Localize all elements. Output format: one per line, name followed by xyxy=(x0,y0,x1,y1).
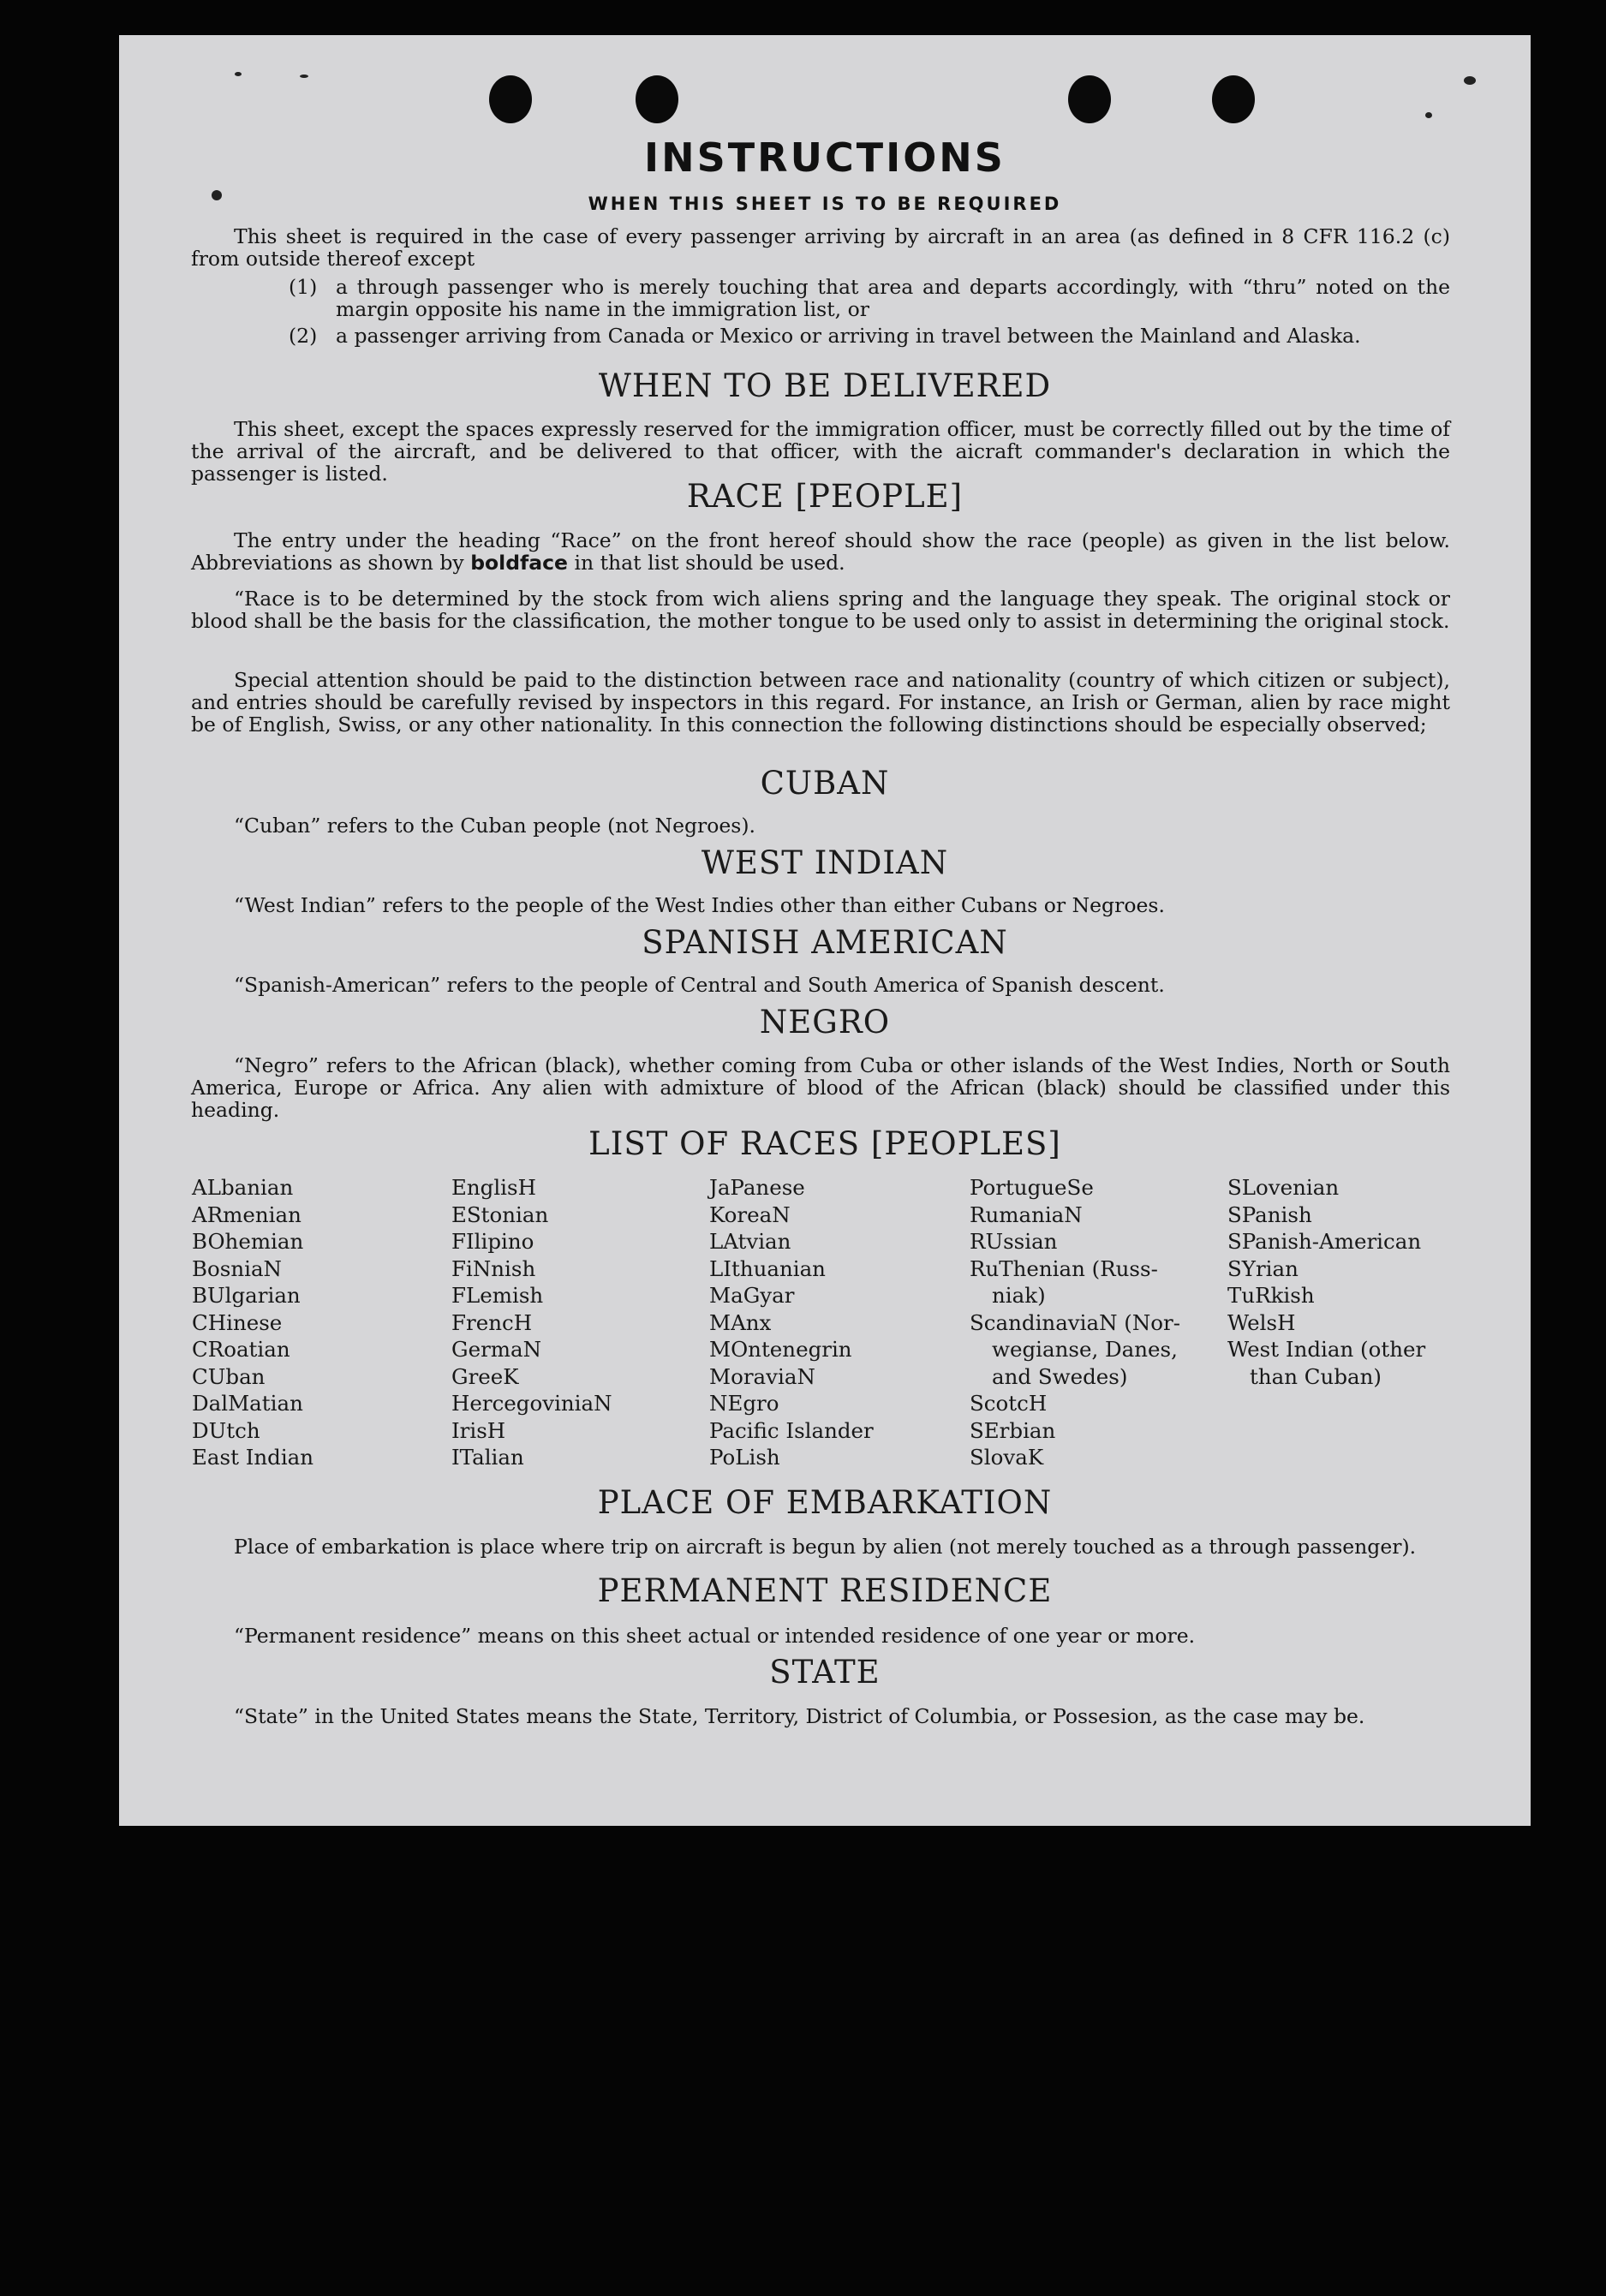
races-column-3 xyxy=(709,1174,874,1471)
race-paragraph-2: “Race is to be determined by the stock from wich aliens spring and the language they speak. The original stock or blood shall be the basis for the classification, the mother tongue to be used only to assist in determining the original stock. xyxy=(191,587,1450,633)
race-entry: HercegoviniaN xyxy=(451,1391,612,1416)
race-entry: SPanish xyxy=(1227,1202,1312,1227)
race-entry: KoreaN xyxy=(709,1202,791,1227)
race-entry: GreeK xyxy=(451,1363,519,1389)
item-text: a through passenger who is merely touching that area and departs accordingly, with “thru” noted on the margin opposite his name in the immigration list, or xyxy=(336,275,1450,321)
scan-speck xyxy=(300,75,308,78)
cuban-text: “Cuban” refers to the Cuban people (not Negroes). xyxy=(234,814,756,838)
list-of-races-heading: LIST OF RACES [PEOPLES] xyxy=(588,1125,1061,1162)
scan-speck xyxy=(1425,112,1432,118)
race-entry: DUtch xyxy=(192,1417,260,1443)
races-column-2 xyxy=(451,1174,612,1471)
race-entry: GermaN xyxy=(451,1337,542,1362)
race-entry: MOntenegrin xyxy=(709,1337,852,1362)
race-entry: SYrian xyxy=(1227,1255,1299,1281)
race-entry: SPanish-American xyxy=(1227,1229,1422,1254)
punch-hole xyxy=(489,75,532,123)
race-entry: FiNnish xyxy=(451,1255,536,1281)
race-p1-before: The entry under the heading “Race” on the front hereof should show the race (people) as given in the list below. Abbreviations as shown by xyxy=(191,528,1450,575)
punch-hole xyxy=(636,75,678,123)
race-entry: RuThenian (Russ- xyxy=(970,1255,1158,1281)
race-entry: and Swedes) xyxy=(992,1363,1128,1389)
state-text: “State” in the United States means the State, Territory, District of Columbia, or Possesion, as the case may be. xyxy=(234,1704,1365,1728)
item-number: (1) xyxy=(289,275,318,299)
race-paragraph-3: Special attention should be paid to the distinction between race and nationality (country of which citizen or subject), and entries should be carefully revised by inspectors in this regard. For instance, an Irish or German, alien by race might be of English, Swiss, or any other nationality. In this connection the following distinctions should be especially observed; xyxy=(191,668,1450,737)
when-delivered-text: This sheet, except the spaces expressly reserved for the immigration officer, must be correctly filled out by the time of the arrival of the aircraft, and be delivered to that officer, with the aicraft commander's declaration in which the passenger is listed. xyxy=(191,417,1450,486)
west-indian-text: “West Indian” refers to the people of the West Indies other than either Cubans or Negroes. xyxy=(234,893,1165,917)
exception-item xyxy=(289,276,1450,320)
race-entry: PoLish xyxy=(709,1445,780,1470)
race-entry: BUlgarian xyxy=(192,1283,301,1308)
race-entry: ITalian xyxy=(451,1445,524,1470)
race-entry: CUban xyxy=(192,1363,266,1389)
race-entry: RUssian xyxy=(970,1229,1058,1254)
race-entry: SLovenian xyxy=(1227,1175,1340,1200)
race-entry: wegianse, Danes, xyxy=(992,1337,1178,1362)
exception-item xyxy=(289,325,1450,347)
race-entry: Pacific Islander xyxy=(709,1417,874,1443)
race-entry: ScandinaviaN (Nor- xyxy=(970,1309,1181,1335)
race-entry: FIlipino xyxy=(451,1229,534,1254)
spanish-american-heading: SPANISH AMERICAN xyxy=(642,924,1008,961)
punch-hole xyxy=(1212,75,1255,123)
races-column-1 xyxy=(192,1174,313,1471)
race-entry: MaGyar xyxy=(709,1283,795,1308)
race-entry: TuRkish xyxy=(1227,1283,1315,1308)
race-entry: PortugueSe xyxy=(970,1175,1094,1200)
item-number: (2) xyxy=(289,324,318,348)
when-required-intro: This sheet is required in the case of every passenger arriving by aircraft in an area (as defined in 8 CFR 116.2 (c) from outside thereof except xyxy=(191,224,1450,271)
race-entry: niak) xyxy=(992,1283,1046,1308)
place-of-embarkation-text: Place of embarkation is place where trip on aircraft is begun by alien (not merely touched as a through passenger). xyxy=(234,1535,1417,1559)
race-entry: ALbanian xyxy=(192,1175,294,1200)
race-entry: SErbian xyxy=(970,1417,1056,1443)
race-entry: FrencH xyxy=(451,1309,533,1335)
race-entry: DalMatian xyxy=(192,1391,303,1416)
race-p1-after: in that list should be used. xyxy=(574,551,845,575)
cuban-heading: CUBAN xyxy=(760,765,890,802)
race-entry: RumaniaN xyxy=(970,1202,1083,1227)
race-entry: West Indian (other xyxy=(1227,1337,1426,1362)
scan-speck xyxy=(235,72,242,76)
race-entry: NEgro xyxy=(709,1391,779,1416)
instructions-title: INSTRUCTIONS xyxy=(644,134,1006,181)
race-entry: JaPanese xyxy=(709,1175,805,1200)
races-column-4 xyxy=(970,1174,1180,1471)
race-entry: SlovaK xyxy=(970,1445,1044,1470)
race-entry: BOhemian xyxy=(192,1229,304,1254)
race-entry: MoraviaN xyxy=(709,1363,815,1389)
race-entry: LAtvian xyxy=(709,1229,791,1254)
negro-heading: NEGRO xyxy=(759,1004,891,1041)
race-entry: EStonian xyxy=(451,1202,549,1227)
race-paragraph-1 xyxy=(191,529,1450,574)
place-of-embarkation-heading: PLACE OF EMBARKATION xyxy=(597,1484,1053,1521)
item-text: a passenger arriving from Canada or Mexico or arriving in travel between the Mainland and Alaska. xyxy=(336,324,1361,348)
race-p1-bold: boldface xyxy=(470,551,568,575)
race-entry: WelsH xyxy=(1227,1309,1296,1335)
race-entry: MAnx xyxy=(709,1309,772,1335)
punch-hole xyxy=(1068,75,1111,123)
negro-text: “Negro” refers to the African (black), whether coming from Cuba or other islands of the West Indies, North or South America, Europe or Africa. Any alien with admixture of blood of the African (black) should be classified under this heading. xyxy=(191,1053,1450,1122)
state-heading: STATE xyxy=(769,1654,881,1691)
race-entry: BosniaN xyxy=(192,1255,282,1281)
spanish-american-text: “Spanish-American” refers to the people of Central and South America of Spanish descent. xyxy=(234,973,1165,997)
races-column-5 xyxy=(1227,1174,1425,1390)
scan-speck xyxy=(1464,76,1476,85)
when-required-heading: WHEN THIS SHEET IS TO BE REQUIRED xyxy=(588,194,1062,214)
race-entry: East Indian xyxy=(192,1445,314,1470)
document-page xyxy=(119,35,1531,1826)
west-indian-heading: WEST INDIAN xyxy=(701,844,949,881)
race-entry: CRoatian xyxy=(192,1337,290,1362)
race-entry: IrisH xyxy=(451,1417,506,1443)
race-entry: CHinese xyxy=(192,1309,283,1335)
race-entry: ARmenian xyxy=(192,1202,301,1227)
race-entry: ScotcH xyxy=(970,1391,1048,1416)
permanent-residence-text: “Permanent residence” means on this sheet actual or intended residence of one year or more. xyxy=(234,1624,1196,1648)
race-heading: RACE [PEOPLE] xyxy=(686,478,964,515)
race-entry: FLemish xyxy=(451,1283,544,1308)
race-entry: than Cuban) xyxy=(1250,1363,1382,1389)
race-entry: LIthuanian xyxy=(709,1255,826,1281)
permanent-residence-heading: PERMANENT RESIDENCE xyxy=(597,1572,1053,1609)
race-entry: EnglisH xyxy=(451,1175,536,1200)
when-delivered-heading: WHEN TO BE DELIVERED xyxy=(598,367,1052,404)
